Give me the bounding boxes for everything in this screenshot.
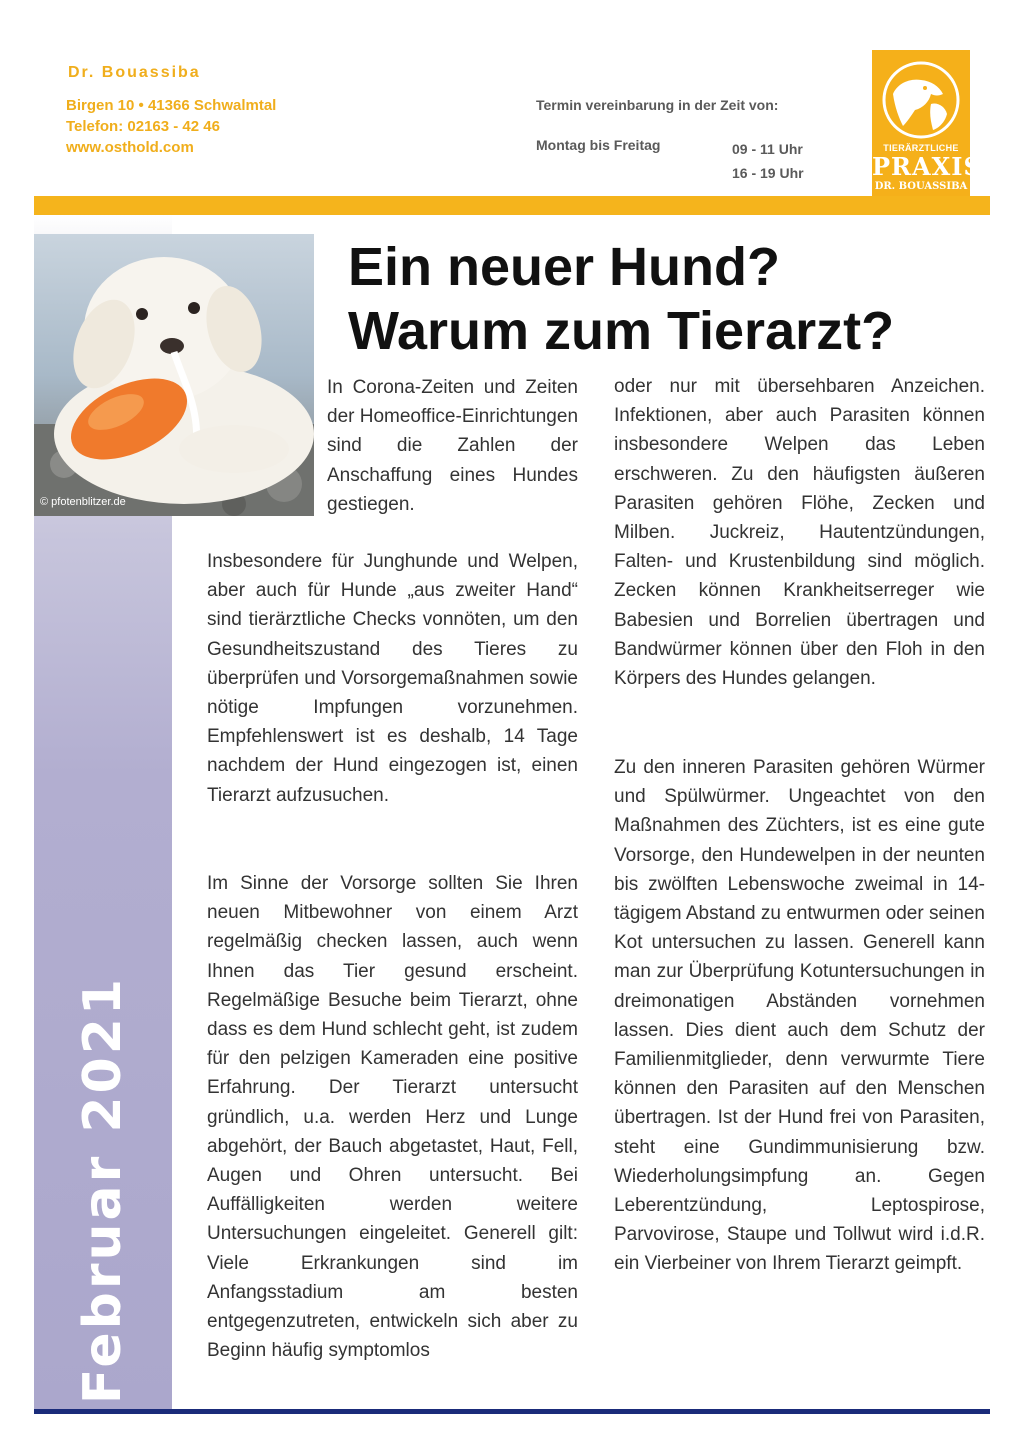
logo-line-1: TIERÄRZTLICHE (883, 143, 959, 153)
issue-date-text: Februar 2021 (73, 975, 133, 1405)
time-morning: 09 - 11 Uhr (732, 141, 803, 157)
contact-block (66, 95, 276, 158)
body-paragraph-2: Im Sinne der Vorsorge sollten Sie Ihren neuen Mitbewohner von einem Arzt regelmäßig checken lassen, auch wenn Ihnen das Tier gesund erscheint. Regelmäßige Besuche beim Tierarzt, ohne dass es dem Hund schlecht geht, ist zudem für den pelzigen Kameraden eine positive Erfahrung. Der Tierarzt untersucht gründlich, u.a. werden Herz und Lunge abgehört, der Bauch abgetastet, Haut, Fell, Augen und Ohren untersucht. Bei Auffälligkeiten werden weitere Untersuchungen eingeleitet. Generell gilt: Viele Erkrankungen sind im Anfangsstadium am besten entgegenzutreten, entwickeln sich aber zu Beginn häufig symptomlos (207, 873, 578, 1362)
photo-credit: © pfotenblitzer.de (40, 496, 126, 508)
puppy-photo (34, 234, 314, 516)
phone: Telefon: 02163 - 42 46 (66, 118, 220, 135)
footer-divider-bar (34, 1409, 990, 1414)
website-link[interactable]: www.osthold.com (66, 139, 194, 156)
appointment-title: Termin vereinbarung in der Zeit von: (536, 97, 779, 113)
headline-line-2: Warum zum Tierarzt? (348, 301, 895, 361)
office-times (732, 137, 804, 185)
intro-paragraph: In Corona-Zeiten und Zeiten der Homeoffice-Einrichtungen sind die Zahlen der Anschaffung eines Hundes gestiegen. (327, 377, 579, 515)
puppy-illustration (34, 234, 314, 516)
time-afternoon: 16 - 19 Uhr (732, 165, 804, 181)
logo-line-2: PRAXIS (872, 152, 982, 181)
headline-line-1: Ein neuer Hund? (348, 237, 780, 297)
header-divider-bar (34, 196, 990, 215)
logo-line-3: DR. BOUASSIBA (874, 181, 968, 192)
office-days: Montag bis Freitag (536, 137, 661, 153)
article-headline (348, 235, 894, 363)
doctor-name: Dr. Bouassiba (68, 64, 201, 81)
body-paragraph-1: Insbesondere für Junghunde und Welpen, aber auch für Hunde „aus zweiter Hand“ sind tierärztliche Checks vonnöten, um den Gesundheitszustand des Tieres zu überprüfen und Vorsorgemaßnahmen sowie nötige Impfungen vorzunehmen. Empfehlenswert ist es deshalb, 14 Tage nachdem der Hund eingezogen ist, einen Tierarzt aufzusuchen. (207, 551, 578, 806)
body-paragraph-4: Zu den inneren Parasiten gehören Würmer und Spülwürmer. Ungeachtet von den Maßnahmen des Züchters, ist es eine gute Vorsorge, den Hundewelpen in der neunten bis zwölften Lebenswoche zweimal in 14-tägigem Abstand zu entwurmen oder seinen Kot untersuchen zu lassen. Generell kann man zur Überprüfung Kotuntersuchungen in dreimonatigen Abständen vornehmen lassen. Dies dient auch dem Schutz der Familienmitglieder, denn verwurmte Tiere können den Parasiten auf den Menschen übertragen. Ist der Hund frei von Parasiten, steht eine Gundimmunisierung bzw. Wiederholungsimpfung an. Gegen Leberentzündung, Leptospirose, Parvovirose, Staupe und Tollwut wird i.d.R. ein Vierbeiner von Ihrem Tierarzt geimpft. (614, 757, 985, 1275)
address: Birgen 10 • 41366 Schwalmtal (66, 97, 277, 114)
body-paragraph-3: oder nur mit übersehbaren Anzeichen. Infektionen, aber auch Parasiten können insbesondere Welpen das Leben erschweren. Zu den häufigsten äußeren Parasiten gehören Flöhe, Zecken und Milben. Juckreiz, Hautentzündungen, Falten- und Krustenbildung sind möglich. Zecken können Krankheitserreger wie Babesien und Borrelien übertragen und Bandwürmer können über den Floh in den Körpers des Hundes gelangen. (614, 376, 985, 690)
issue-date (18, 975, 188, 1405)
dog-cat-logo-icon (881, 60, 961, 140)
practice-logo (872, 50, 982, 200)
